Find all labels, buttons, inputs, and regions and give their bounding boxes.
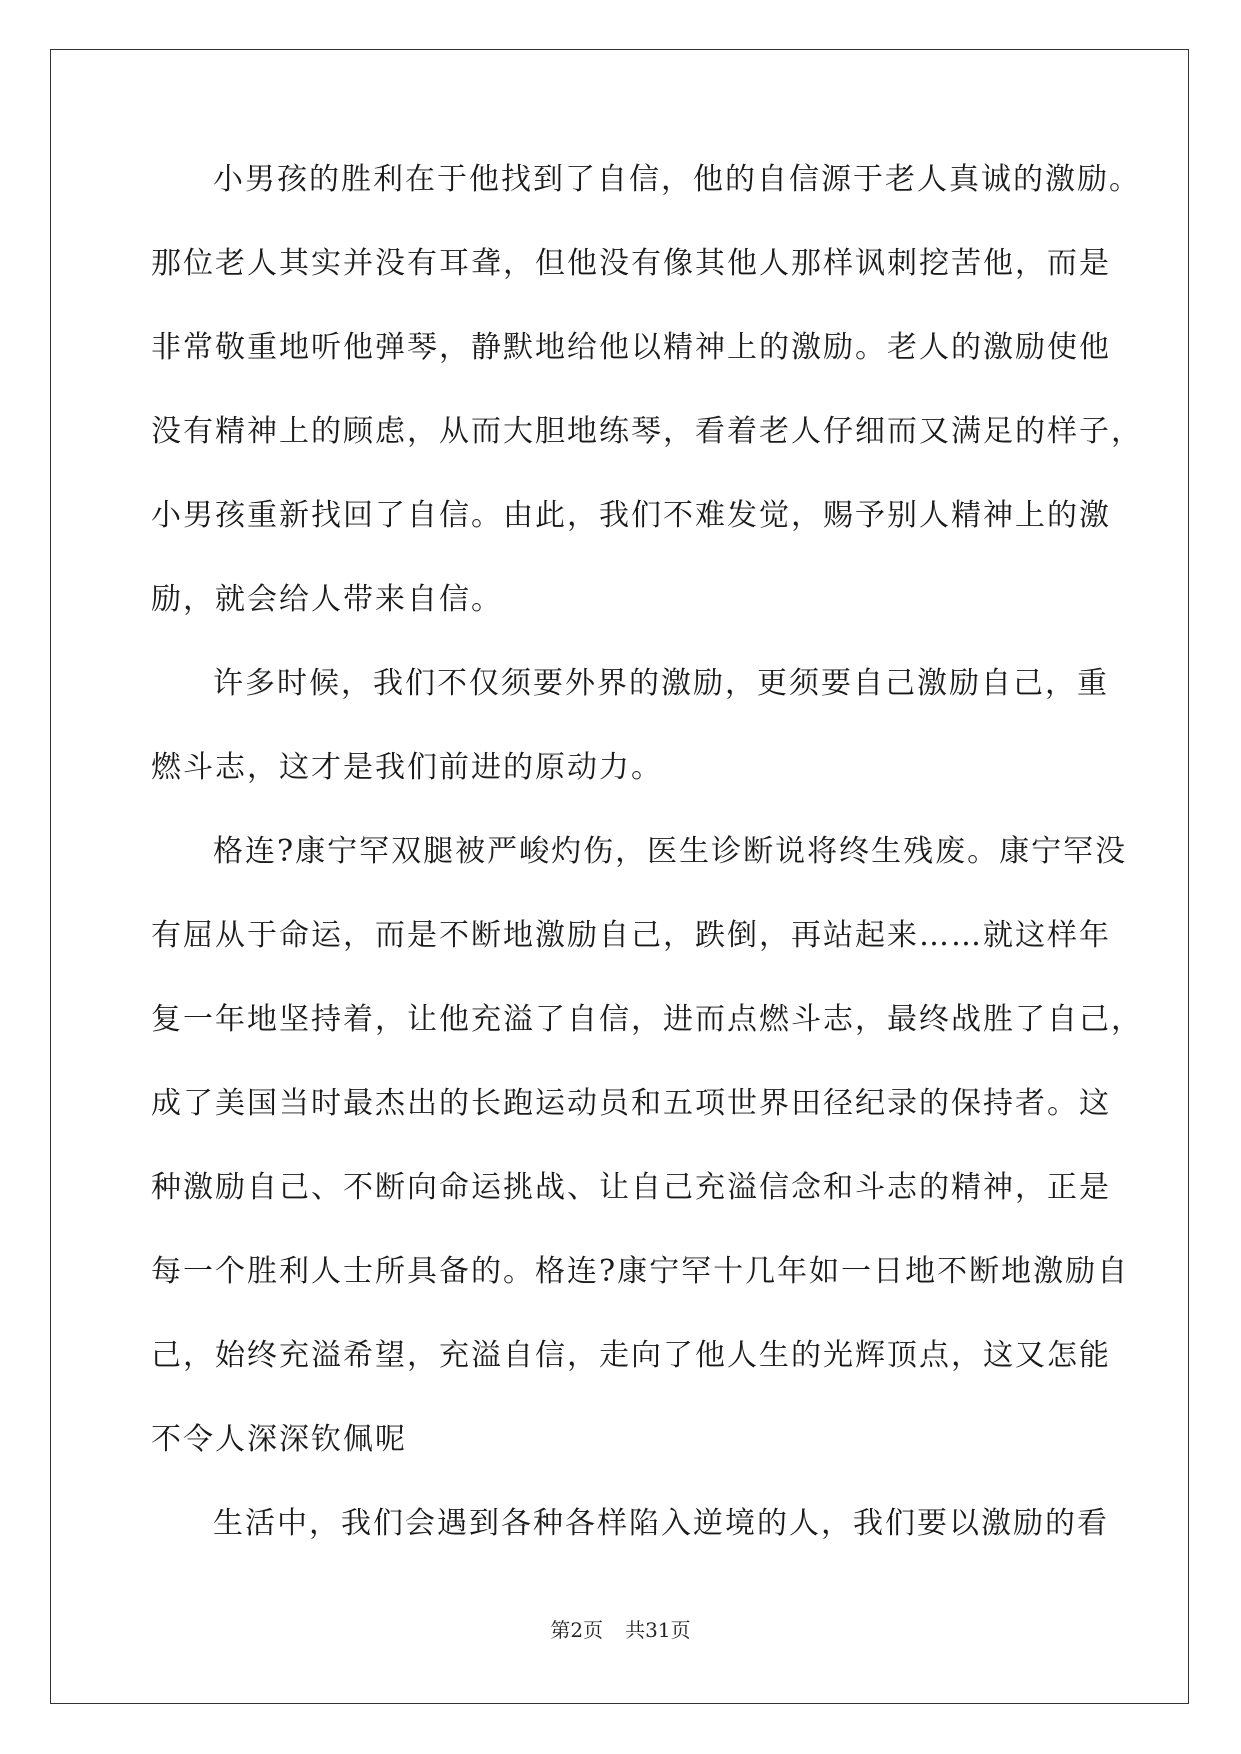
text-line: 有屈从于命运，而是不断地激励自己，跌倒，再站起来……就这样年	[151, 918, 1111, 953]
text-line: 不令人深深钦佩呢	[151, 1422, 407, 1457]
text-line: 许多时候，我们不仅须要外界的激励，更须要自己激励自己，重	[213, 666, 1109, 701]
text-line: 种激励自己、不断向命运挑战、让自己充溢信念和斗志的精神，正是	[151, 1170, 1111, 1205]
text-line: 格连?康宁罕双腿被严峻灼伤，医生诊断说将终生残废。康宁罕没	[213, 834, 1128, 869]
page-footer	[0, 1618, 1241, 1642]
page-total: 共31页	[625, 1618, 691, 1642]
text-line: 非常敬重地听他弹琴，静默地给他以精神上的激励。老人的激励使他	[151, 330, 1111, 365]
page-number: 第2页	[550, 1618, 604, 1642]
text-line: 励，就会给人带来自信。	[151, 582, 503, 617]
document-body	[151, 160, 1143, 1588]
text-line: 小男孩重新找回了自信。由此，我们不难发觉，赐予别人精神上的激	[151, 498, 1111, 533]
text-line: 每一个胜利人士所具备的。格连?康宁罕十几年如一日地不断地激励自	[151, 1254, 1130, 1289]
text-line: 己，始终充溢希望，充溢自信，走向了他人生的光辉顶点，这又怎能	[151, 1338, 1111, 1373]
text-line: 小男孩的胜利在于他找到了自信，他的自信源于老人真诚的激励。	[213, 162, 1141, 197]
text-line: 生活中，我们会遇到各种各样陷入逆境的人，我们要以激励的看	[213, 1506, 1109, 1541]
text-line: 燃斗志，这才是我们前进的原动力。	[151, 750, 663, 785]
text-line: 成了美国当时最杰出的长跑运动员和五项世界田径纪录的保持者。这	[151, 1086, 1111, 1121]
text-line: 那位老人其实并没有耳聋，但他没有像其他人那样讽刺挖苦他，而是	[151, 246, 1111, 281]
text-line: 没有精神上的顾虑，从而大胆地练琴，看着老人仔细而又满足的样子，	[151, 414, 1143, 449]
text-line: 复一年地坚持着，让他充溢了自信，进而点燃斗志，最终战胜了自己，	[151, 1002, 1143, 1037]
